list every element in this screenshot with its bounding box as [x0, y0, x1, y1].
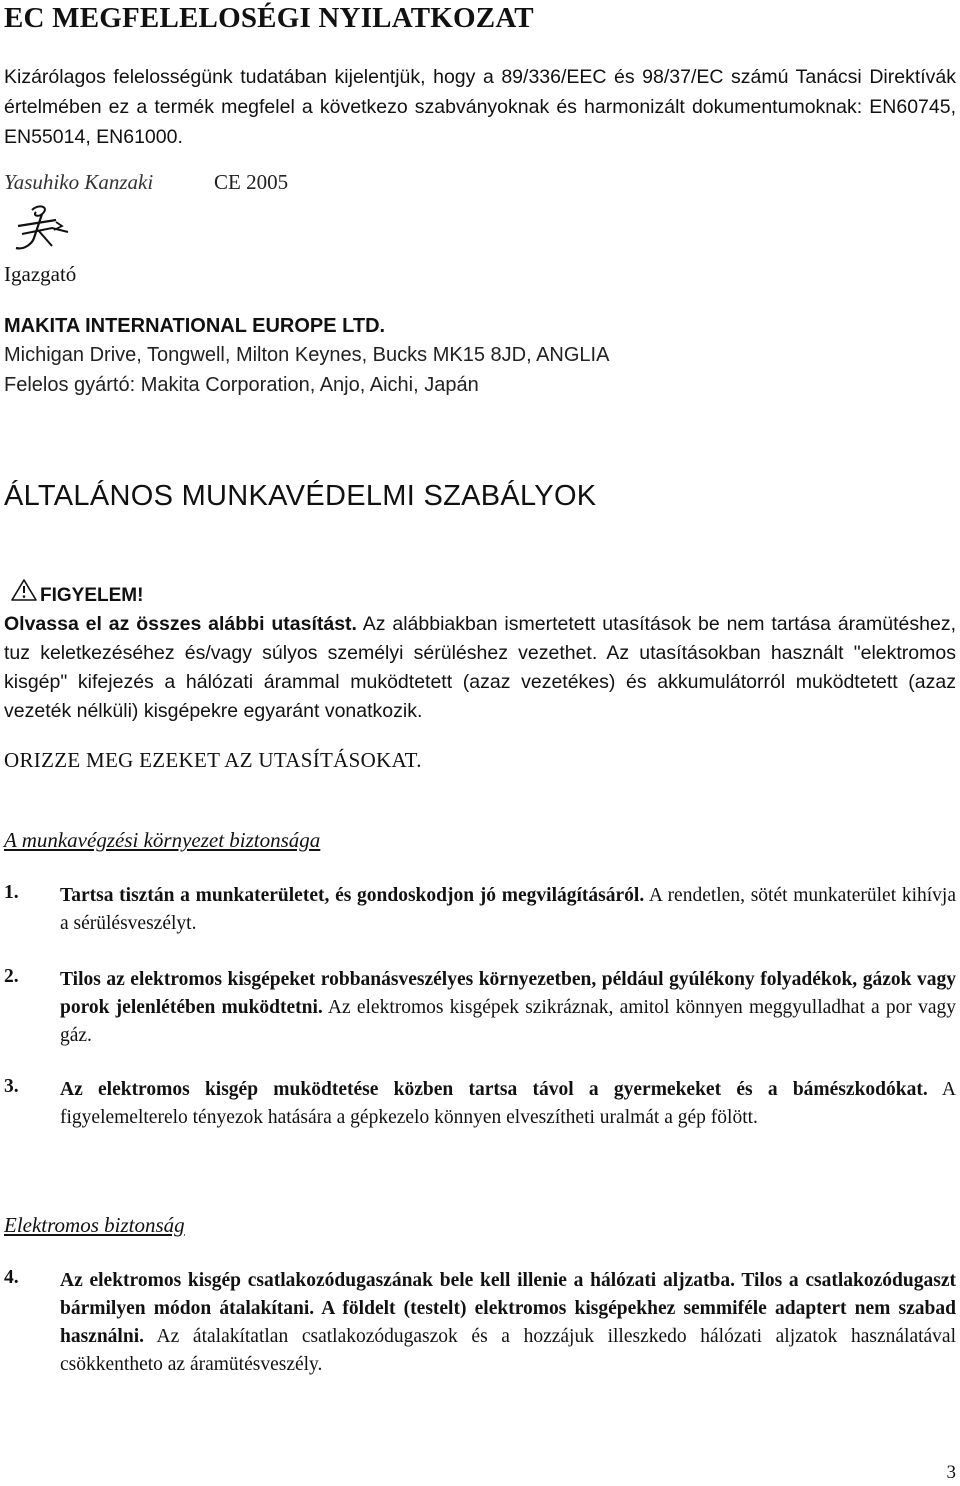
keep-instructions: ORIZZE MEG EZEKET AZ UTASÍTÁSOKAT.: [4, 748, 422, 772]
safety-title: ÁLTALÁNOS MUNKAVÉDELMI SZABÁLYOK: [4, 480, 597, 512]
page-number: 3: [946, 1462, 956, 1483]
item-text: Az elektromos kisgép muködtetése közben tartsa távol a gyermekeket és a bámészkodókat. A figyelemelterelo tényezok hatására a gépkezelo könnyen elveszítheti uralmát a gép fölött.: [60, 1079, 956, 1128]
company-address: Michigan Drive, Tongwell, Milton Keynes, Bucks MK15 8JD, ANGLIA: [4, 344, 610, 366]
signatory-name: Yasuhiko Kanzaki: [4, 170, 154, 194]
item-number: 3.: [4, 1076, 19, 1097]
section-heading-work-area: A munkavégzési környezet biztonsága: [4, 828, 321, 852]
warning-label: FIGYELEM!: [40, 585, 144, 606]
ce-mark: CE 2005: [214, 170, 289, 194]
item-number: 1.: [4, 882, 19, 903]
declaration-body: Kizárólagos felelosségünk tudatában kijelentjük, hogy a 89/336/EEC és 98/37/EC számú Tanácsi Direktívák értelmében ez a termék megfelel a következo szabványoknak és harmonizált dokumentumoknak: EN60745, EN55014, EN61000.: [4, 66, 956, 148]
item-number: 4.: [4, 1267, 19, 1288]
item-number: 2.: [4, 966, 19, 987]
declaration-title: EC MEGFELELOSÉGI NYILATKOZAT: [4, 2, 534, 34]
manufacturer-line: Felelos gyártó: Makita Corporation, Anjo, Aichi, Japán: [4, 374, 479, 396]
signature-image: [12, 200, 82, 263]
section-heading-electrical: Elektromos biztonság: [4, 1213, 185, 1237]
warning-text: Az alábbiakban ismertetett utasítások be nem tartása áramütéshez, tuz keletkezéséhez és/vagy súlyos személyi sérüléshez vezethet. Az utasításokban használt "elektromos kisgép" kifejezés a hálózati árammal muködtetett (azaz vezetékes) és akkumulátorról muködtetett (azaz vezeték nélküli) kisgépekre egyaránt vonatkozik.: [4, 613, 956, 722]
warning-paragraph: [4, 610, 956, 726]
item-text: Tartsa tisztán a munkaterületet, és gondoskodjon jó megvilágításáról. A rendetlen, sötét munkaterület kihívja a sérülésveszélyt.: [60, 885, 956, 934]
warning-bold: Olvassa el az összes alábbi utasítást.: [4, 613, 357, 635]
company-name: MAKITA INTERNATIONAL EUROPE LTD.: [4, 315, 386, 337]
item-text: Tilos az elektromos kisgépeket robbanásveszélyes környezetben, például gyúlékony folyadékok, gázok vagy porok jelenlétében muködtetni. Az elektromos kisgépek szikráznak, amitol könnyen meggyulladhat a por vagy gáz.: [60, 969, 956, 1046]
warning-triangle-icon: [10, 578, 38, 607]
signatory-role: Igazgató: [4, 262, 77, 286]
item-text: Az elektromos kisgép csatlakozódugaszának bele kell illenie a hálózati aljzatba. Tilos a csatlakozódugaszt bármilyen módon átalakítani. A földelt (testelt) elektromos kisgépekhez semmiféle adaptert nem szabad használni. Az átalakítatlan csatlakozódugaszok és a hozzájuk illeszkedo hálózati aljzatok használatával csökkentheto az áramütésveszély.: [60, 1270, 956, 1375]
